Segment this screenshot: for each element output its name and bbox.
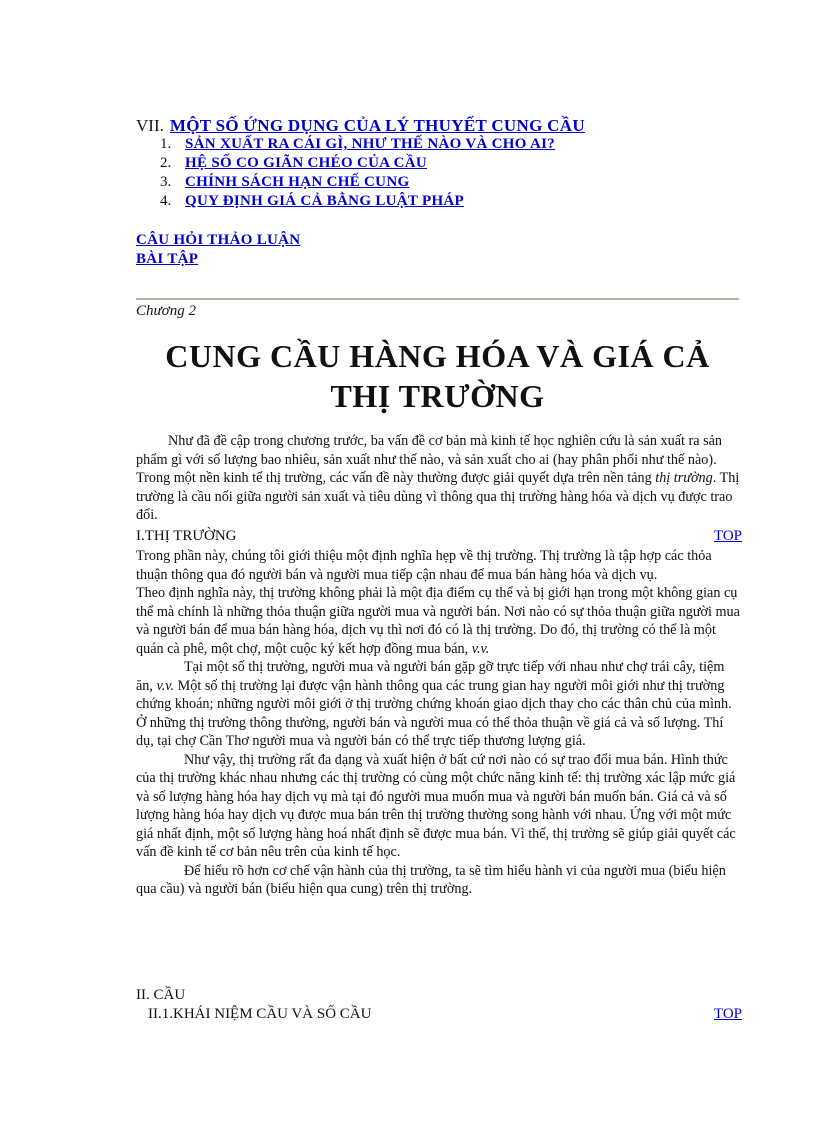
section-1-header	[136, 527, 742, 546]
section-2-heading: II. CẦU	[136, 987, 186, 1003]
toc-list	[136, 135, 756, 211]
toc-roman-number: VII.	[136, 116, 164, 135]
toc-item-number: 1.	[160, 136, 172, 152]
horizontal-divider	[136, 298, 739, 300]
paragraph-text: Theo định nghĩa này, thị trường không phải là một địa điểm cụ thể và bị giới hạn trong một không gian cụ thể mà chính là những thỏa thuận giữa người mua và người bán. Nơi nào có sự thỏa thuận giữa người mua và người bán để mua bán hàng hóa, dịch vụ thì nơi đó có là thị trường. Do đó, thị trường có thể là một quán cà phê, một chợ, một cuộc ký kết hợp đồng mua bán,	[136, 585, 740, 657]
toc-item	[136, 173, 756, 192]
toc-item-number: 3.	[160, 174, 172, 190]
paragraph-emphasis: v.v.	[156, 677, 175, 694]
paragraph-emphasis: v.v.	[471, 640, 490, 657]
top-link[interactable]: TOP	[713, 527, 742, 544]
section-1-paragraph-2	[136, 584, 742, 658]
toc-link-production[interactable]: SẢN XUẤT RA CÁI GÌ, NHƯ THẾ NÀO VÀ CHO AI?	[185, 136, 556, 152]
section-2-subheading: II.1.KHÁI NIỆM CẦU VÀ SỐ CẦU	[148, 1006, 372, 1022]
paragraph-text: Tại một số thị trường, người mua và người bán gặp gỡ trực tiếp với nhau như chợ trái cây, tiệm ăn,	[136, 659, 725, 694]
chapter-label: Chương 2	[136, 303, 196, 319]
section-1-paragraph-4: Như vậy, thị trường rất đa dạng và xuất hiện ở bất cứ nơi nào có sự trao đổi mua bán. Hình thức của thị trường khác nhau nhưng các thị trường có cùng một chức năng kinh tế: thị trường xác lập mức giá và số lượng hàng hóa hay dịch vụ mà tại đó người mua muốn mua và người bán muốn bán. Giá cả và số lượng hàng hóa hay dịch vụ được mua bán trên thị trường thường song hành với nhau. Ứng với một mức giá nhất định, một số lượng hàng hoá nhất định sẽ được mua bán. Vì thế, thị trường sẽ giúp giải quyết các vấn đề kinh tế cơ bản nêu trên của kinh tế học.	[136, 751, 736, 860]
toc-heading-row	[136, 116, 756, 135]
intro-text: Như đã đề cập trong chương trước, ba vấn đề cơ bản mà kinh tế học nghiên cứu là sản xuất ra sản phẩm gì với số lượng bao nhiêu, sản xuất như thế nào, và sản xuất cho ai (hay phân phối như thế nào). Trong một nền kinh tế thị trường, các vấn đề này thường được giải quyết dựa trên nền tảng	[136, 433, 722, 486]
section-1-heading: I.THỊ TRƯỜNG	[136, 527, 237, 544]
section-2	[136, 986, 742, 1024]
intro-paragraph	[136, 432, 742, 525]
intro-emphasis: thị trường	[655, 470, 713, 486]
toc-link-supply-restriction[interactable]: CHÍNH SÁCH HẠN CHẾ CUNG	[185, 174, 410, 190]
section-1-paragraph-5: Để hiểu rõ hơn cơ chế vận hành của thị trường, ta sẽ tìm hiểu hành vi của người mua (biểu hiện qua cầu) và người bán (biểu hiện qua cung) trên thị trường.	[136, 862, 726, 897]
toc-link-price-regulation[interactable]: QUY ĐỊNH GIÁ CẢ BẰNG LUẬT PHÁP	[185, 193, 465, 209]
section-1-paragraph-1: Trong phần này, chúng tôi giới thiệu một định nghĩa hẹp về thị trường. Thị trường là tập hợp các thỏa thuận thông qua đó người bán và người mua tiếp cận nhau để mua bán hàng hóa và dịch vụ.	[136, 548, 712, 583]
toc-item	[136, 192, 756, 211]
toc-heading-link[interactable]: MỘT SỐ ỨNG DỤNG CỦA LÝ THUYẾT CUNG CẦU	[169, 116, 585, 135]
section-1-paragraph-3	[136, 658, 742, 751]
chapter-title-line-1: CUNG CẦU HÀNG HÓA VÀ GIÁ CẢ	[165, 338, 710, 374]
toc-item	[136, 154, 756, 173]
section-2-sub-row	[136, 1005, 742, 1024]
body-text	[136, 432, 742, 899]
toc-item-number: 2.	[160, 155, 172, 171]
toc-item-number: 4.	[160, 193, 172, 209]
exercises-link[interactable]: BÀI TẬP	[136, 251, 199, 267]
discussion-questions-link[interactable]: CÂU HỎI THẢO LUẬN	[136, 232, 301, 248]
top-link[interactable]: TOP	[713, 1006, 742, 1022]
paragraph-text: Một số thị trường lại được vận hành thông qua các trung gian hay người môi giới như thị trường chứng khoán; những người môi giới ở thị trường chứng khoán giao dịch thay cho các thân chủ của mình. Ở những thị trường thông thường, người bán và người mua có thể thỏa thuận về giá cả và số lượng. Thí dụ, tại chợ Cần Thơ người mua và người bán có thể trực tiếp thương lượng giá.	[136, 677, 732, 749]
table-of-contents	[136, 116, 756, 211]
chapter-title-line-2: THỊ TRƯỜNG	[330, 378, 545, 414]
toc-item	[136, 135, 756, 154]
toc-link-cross-elasticity[interactable]: HỆ SỐ CO GIÃN CHÉO CỦA CẦU	[185, 155, 427, 171]
chapter-title	[136, 336, 739, 416]
extra-links	[136, 231, 300, 269]
intro-text-end: . Thị trường là cầu nối giữa người sản xuất và tiêu dùng vì thông qua thị trường hàng hóa và dịch vụ được trao đổi.	[136, 470, 740, 523]
